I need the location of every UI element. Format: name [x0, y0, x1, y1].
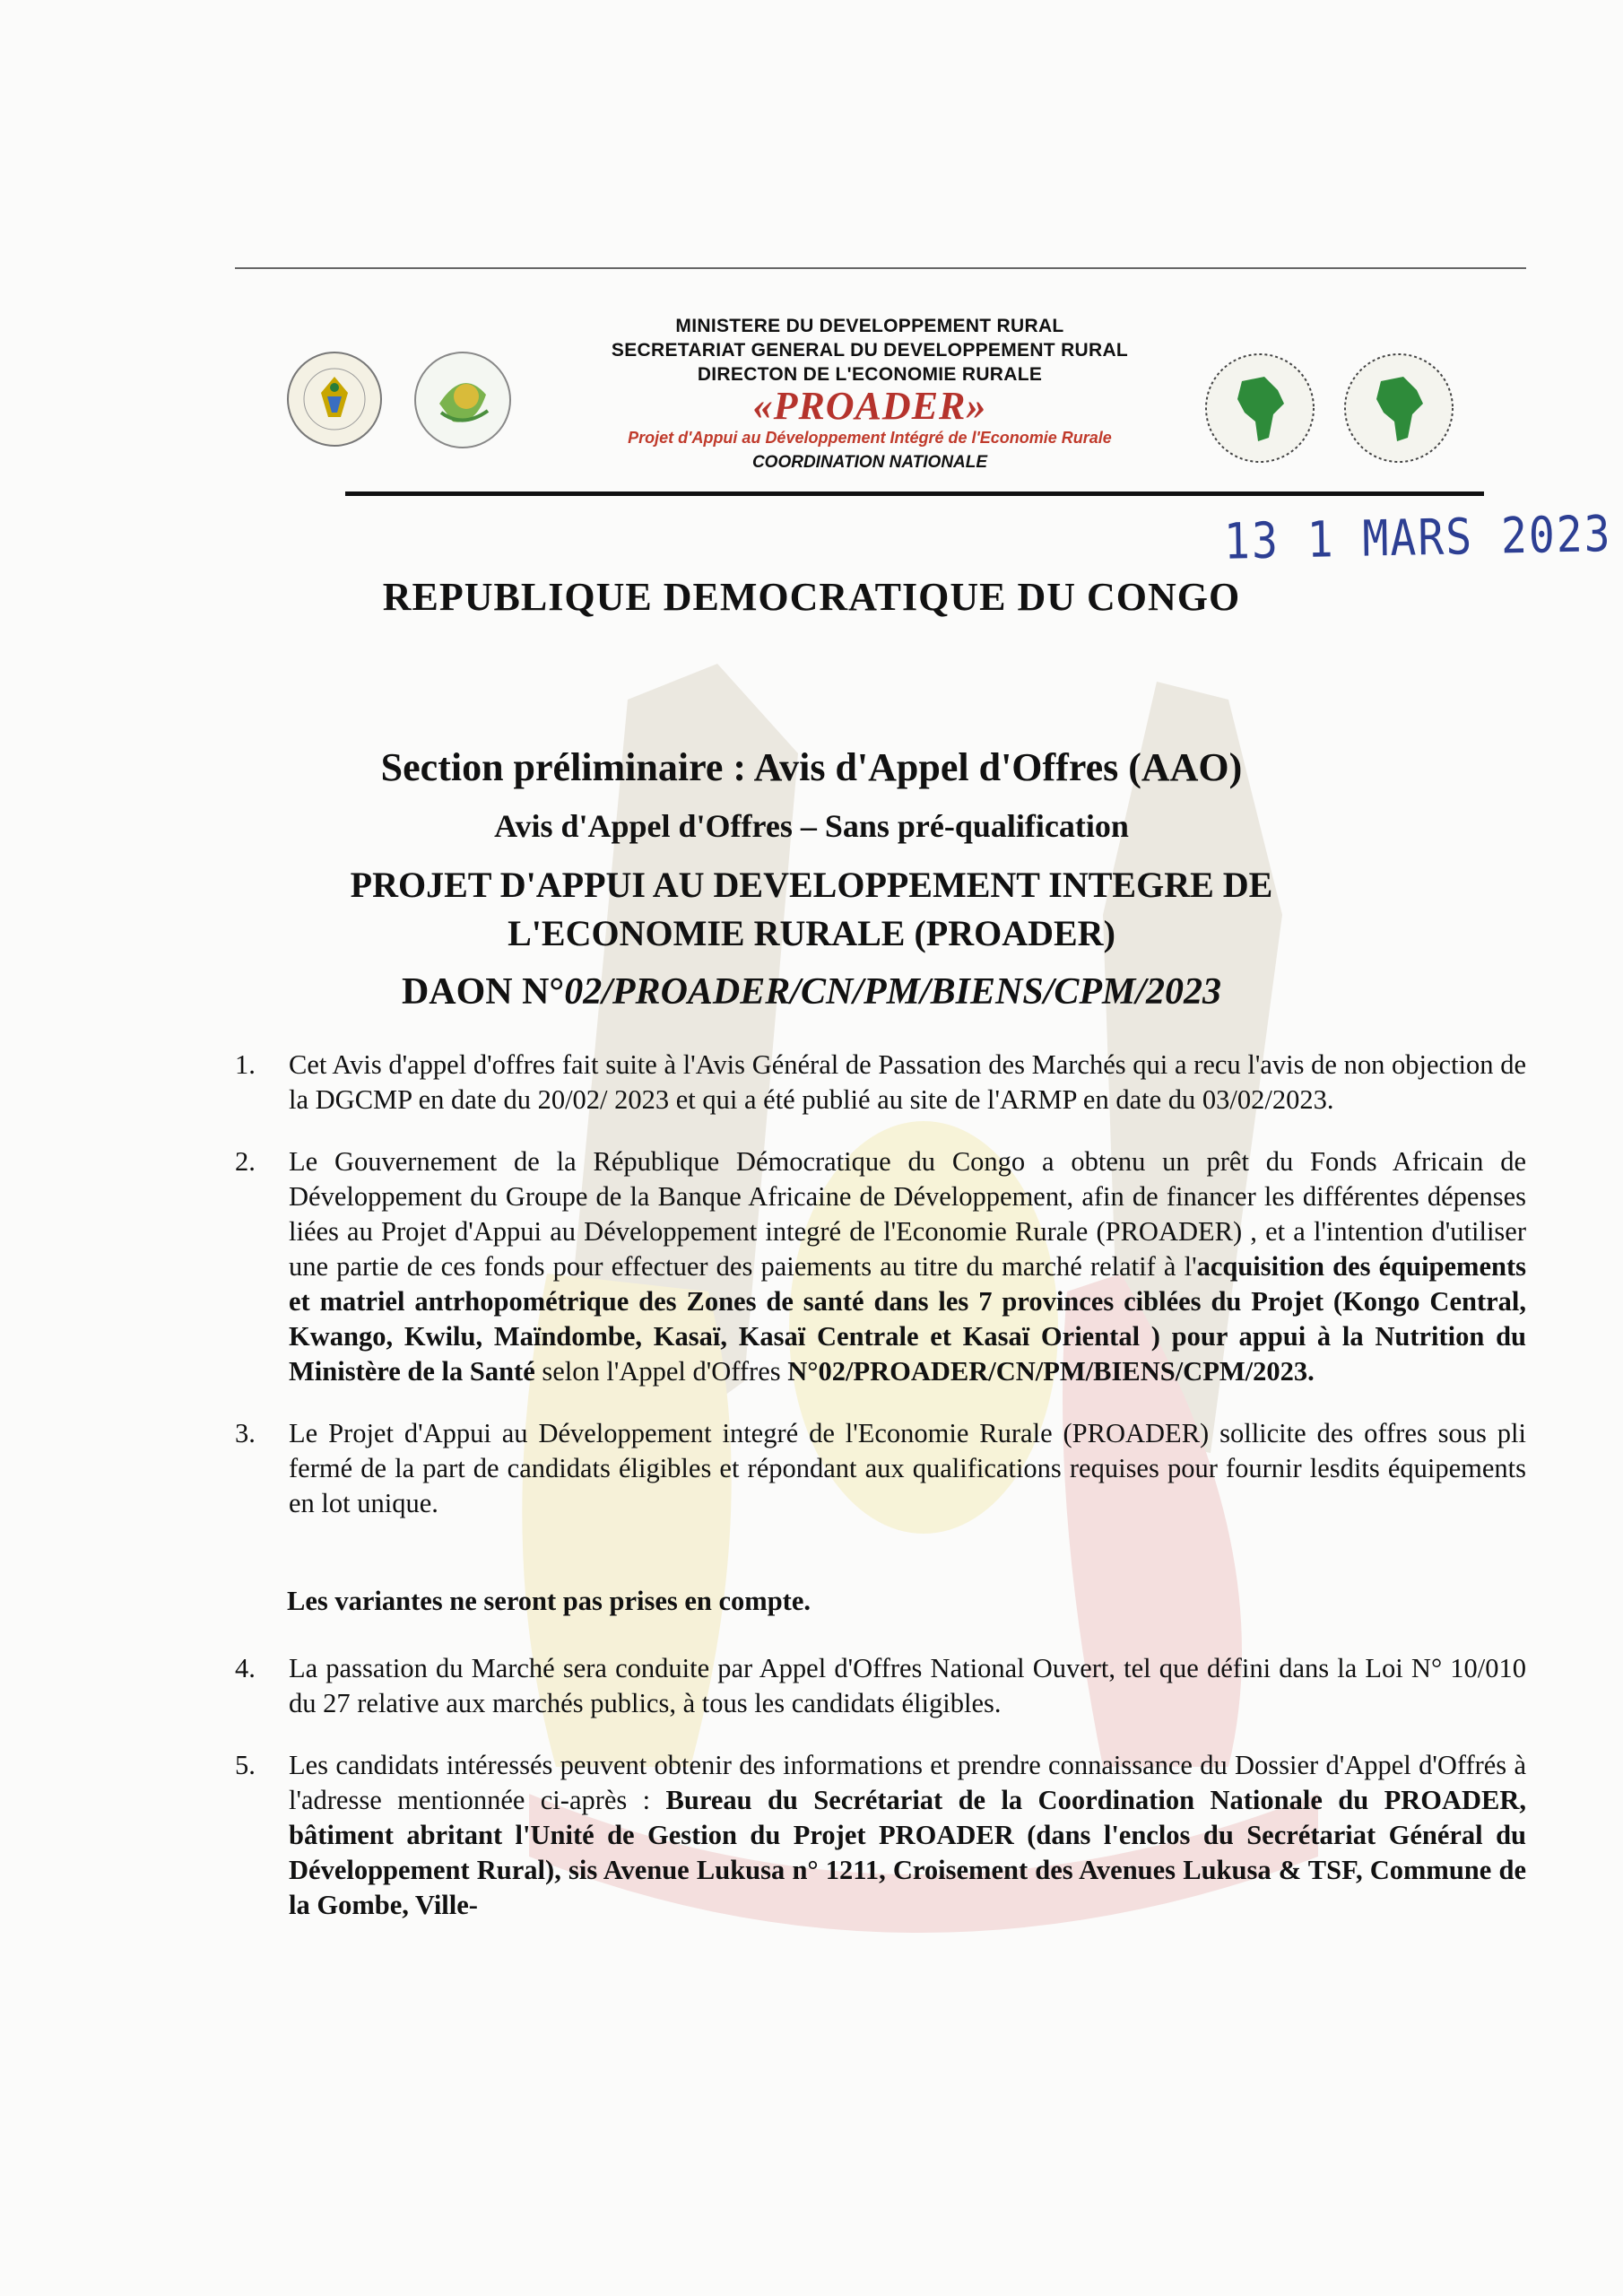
letterhead [269, 314, 1497, 493]
project-title [0, 861, 1623, 958]
paragraph-5 [235, 1748, 1526, 1923]
paragraph-1 [235, 1048, 1526, 1118]
adf-seal-icon [1341, 350, 1457, 466]
date-stamp: 13 1 MARS 2023 [1223, 505, 1613, 571]
project-full-name: Projet d'Appui au Développement Intégré de l'Economie Rurale [628, 429, 1112, 447]
paragraph-text: Le Projet d'Appui au Développement integré de l'Economie Rurale (PROADER) sollicite des offres sous pli fermé de la part de candidats éligibles et répondant aux qualifications requises pour fournir lesdits équipements en lot unique. [289, 1418, 1526, 1518]
paragraph-text: La passation du Marché sera conduite par Appel d'Offres National Ouvert, tel que défini dans la Loi N° 10/010 du 27 relative aux marchés publics, à tous les candidats éligibles. [289, 1653, 1526, 1718]
paragraph-number: 1. [235, 1049, 256, 1080]
coordination-line: COORDINATION NATIONALE [751, 453, 988, 472]
paragraph-text: Cet Avis d'appel d'offres fait suite à l'Avis Général de Passation des Marchés qui a recu l'avis de non objection de la DGCMP en date du 20/02/ 2023 et qui a été publié au site de l'ARMP en date du 03/02/2023. [289, 1049, 1526, 1115]
paragraph-text: Le Gouvernement de la République Démocratique du Congo a obtenu un prêt du Fonds Africain de Développement du Groupe de la Banque Africaine de Développement, afin de financer les différentes dépenses liées au Projet d'Appui au Développement integré de l'Economie Rurale (PROADER) , et a l'intention d'utiliser une partie de ces fonds pour effectuer des paiements au titre du marché relatif à l' [289, 1146, 1526, 1282]
secretariat-line: SECRETARIAT GENERAL DU DEVELOPPEMENT RURAL [611, 340, 1129, 361]
paragraph-2 [235, 1144, 1526, 1389]
variants-note: Les variantes ne seront pas prises en compte. [287, 1586, 811, 1616]
daon-prefix: DAON N° [401, 971, 565, 1013]
top-rule [235, 267, 1526, 269]
paragraph-text: Les candidats intéressés peuvent obtenir des informations et prendre connaissance du Dossier d'Appel d'Offrés à l'adresse mentionnée ci-après : [289, 1750, 1526, 1815]
letterhead-rule [345, 491, 1484, 496]
section-title: Section préliminaire : Avis d'Appel d'Offres (AAO) [380, 745, 1243, 789]
paragraph-bold-text: Bureau du Secrétariat de la Coordination Nationale du PROADER, bâtiment abritant l'Unité de Gestion du Projet PROADER (dans l'enclos du Secrétariat Général du Développement Rural), sis Avenue Lukusa n° 1211, Croisement des Avenues Lukusa & TSF, Commune de la Gombe, Ville- [289, 1785, 1526, 1920]
country-title: REPUBLIQUE DEMOCRATIQUE DU CONGO [382, 575, 1241, 619]
afdb-seal-icon [1202, 350, 1318, 466]
direction-line: DIRECTON DE L'ECONOMIE RURALE [697, 364, 1043, 385]
paragraph-4 [235, 1651, 1526, 1721]
project-acronym: «PROADER» [752, 384, 987, 428]
paragraph-bold-text: N°02/PROADER/CN/PM/BIENS/CPM/2023. [787, 1356, 1315, 1387]
section-subtitle: Avis d'Appel d'Offres – Sans pré-qualification [494, 808, 1129, 844]
paragraph-text: selon l'Appel d'Offres [534, 1356, 788, 1387]
paragraph-number: 4. [235, 1653, 256, 1683]
paragraph-bold-text: acquisition des équipements et matriel antrhopométrique des Zones de santé dans les 7 provinces ciblées du Projet (Kongo Central, Kwango, Kwilu, Maïndombe, Kasaï, Kasaï Centrale et Kasaï Oriental ) pour appui à la Nutrition du Ministère de la Santé [289, 1251, 1526, 1387]
drc-seal-icon [285, 350, 384, 448]
paragraph-number: 3. [235, 1418, 256, 1448]
ministry-line: MINISTERE DU DEVELOPPEMENT RURAL [675, 316, 1064, 336]
paragraph-number: 5. [235, 1750, 256, 1780]
notice-body [235, 1048, 1526, 1950]
project-title-line2: L'ECONOMIE RURALE (PROADER) [508, 913, 1115, 953]
paragraph-3 [235, 1416, 1526, 1521]
paragraph-number: 2. [235, 1146, 256, 1177]
daon-number: 02/PROADER/CN/PM/BIENS/CPM/2023 [564, 971, 1222, 1013]
project-title-line1: PROJET D'APPUI AU DEVELOPPEMENT INTEGRE DE [350, 865, 1273, 905]
letterhead-text [466, 314, 1273, 476]
daon-reference [0, 970, 1623, 1013]
